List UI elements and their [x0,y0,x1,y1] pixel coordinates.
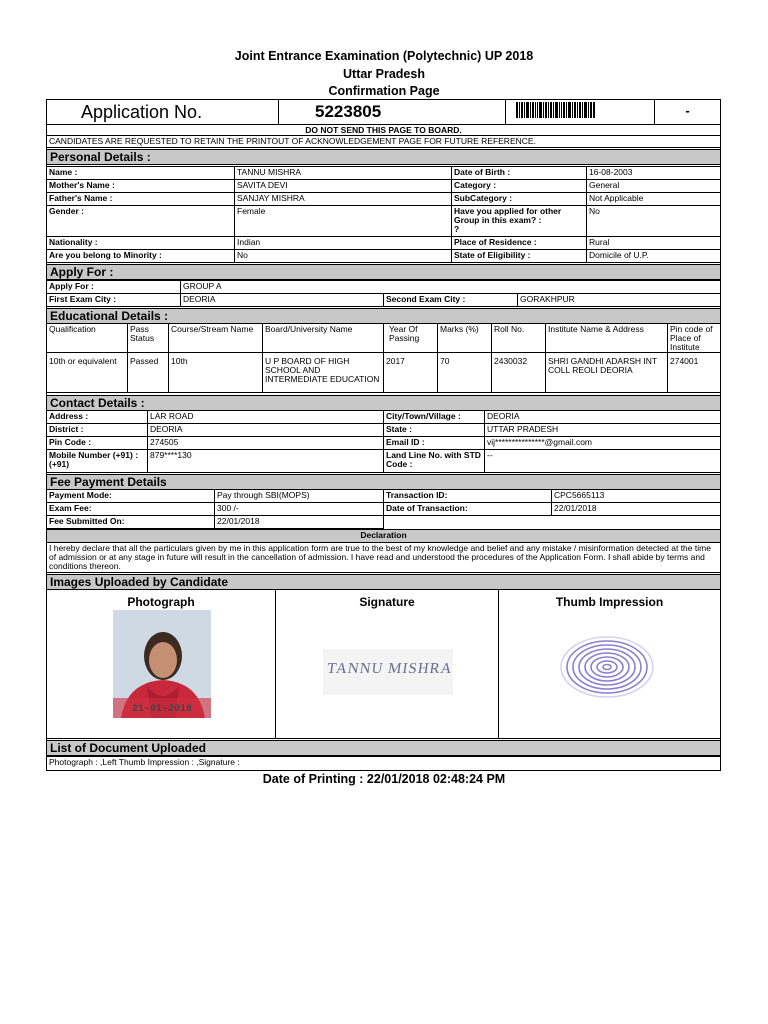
declaration-text: I hereby declare that all the particulars given by me in this application form are true to the best of my knowledge and belief and any mistake / misinformation detected at the time of admission or at any stage in future will result in the cancellation of admission. I have read and understood the procedures of the Application Form. I shall abide by terms and conditions thereon. [46,542,721,573]
gender-value: Female [234,205,452,237]
edu-header-pincode: Pin code of Place of Institute [667,323,721,353]
edu-header-qualification: Qualification [46,323,128,353]
photograph-label: Photograph [127,595,195,609]
gender-label: Gender : [46,205,235,237]
eligibility-label: State of Eligibility : [451,249,587,263]
edu-cell-pincode: 274001 [667,352,721,393]
edu-cell-course: 10th [168,352,263,393]
other-group-value: No [586,205,721,237]
fee-submitted-label: Fee Submitted On: [46,515,215,529]
candidate-photo [113,610,211,718]
edu-header-institute: Institute Name & Address [545,323,668,353]
other-group-question: Have you applied for other Group in this exam? : [454,206,562,225]
transaction-date-value: 22/01/2018 [551,502,721,516]
landline-label: Land Line No. with STD Code : [383,449,485,473]
edu-cell-roll: 2430032 [491,352,546,393]
contact-heading: Contact Details : [47,395,720,411]
edu-cell-year: 2017 [383,352,438,393]
fee-submitted-value: 22/01/2018 [214,515,384,529]
eligibility-value: Domicile of U.P. [586,249,721,263]
page-title: Confirmation Page [328,84,440,98]
district-value: DEORIA [147,423,384,437]
district-label: District : [46,423,148,437]
signature-image [323,649,453,695]
apply-for-label: Apply For : [46,280,181,294]
application-number: 5223805 [278,99,506,125]
edu-header-course: Course/Stream Name [168,323,263,353]
fee-heading: Fee Payment Details [47,474,720,490]
barcode-cell [505,99,655,125]
barcode-icon [516,102,596,118]
payment-mode-value: Pay through SBI(MOPS) [214,489,384,503]
images-heading: Images Uploaded by Candidate [47,574,720,590]
city-label: City/Town/Village : [383,410,485,424]
personal-details-heading: Personal Details : [47,149,720,165]
date-of-printing: Date of Printing : 22/01/2018 02:48:24 PM [262,772,506,786]
pin-code-value: 274505 [147,436,384,450]
dob-label: Date of Birth : [451,166,587,180]
edu-header-year: Year Of Passing [383,323,438,353]
do-not-send-notice: DO NOT SEND THIS PAGE TO BOARD. [46,124,721,136]
state-title: Uttar Pradesh [343,67,425,81]
edu-cell-board: U P BOARD OF HIGH SCHOOL AND INTERMEDIATE EDUCATION [262,352,384,393]
mobile-value: 879****130 [147,449,384,473]
nationality-value: Indian [234,236,452,250]
nationality-label: Nationality : [46,236,235,250]
dob-value: 16-08-2003 [586,166,721,180]
first-city-value: DEORIA [180,293,384,307]
pin-code-label: Pin Code : [46,436,148,450]
transaction-id-label: Transaction ID: [383,489,552,503]
fingerprint-icon [555,627,663,709]
residence-label: Place of Residence : [451,236,587,250]
address-value: LAR ROAD [147,410,384,424]
mother-name-label: Mother's Name : [46,179,235,193]
application-suffix: - [654,99,721,125]
residence-value: Rural [586,236,721,250]
mobile-label: Mobile Number (+91) : (+91) [46,449,148,473]
category-label: Category : [451,179,587,193]
other-group-question-mark: ? [454,224,460,234]
application-label: Application No. [46,99,279,125]
retain-notice: CANDIDATES ARE REQUESTED TO RETAIN THE PRINTOUT OF ACKNOWLEDGEMENT PAGE FOR FUTURE REFERENCE. [46,135,721,148]
thumb-impression-label: Thumb Impression [555,595,664,609]
second-city-value: GORAKHPUR [517,293,721,307]
other-group-label [451,205,587,237]
declaration-heading: Declaration [46,529,721,543]
documents-heading: List of Document Uploaded [47,740,720,756]
edu-cell-marks: 70 [437,352,492,393]
email-value: vij***************@gmail.com [484,436,721,450]
state-label: State : [383,423,485,437]
name-value: TANNU MISHRA [234,166,452,180]
edu-header-roll: Roll No. [491,323,546,353]
apply-for-value: GROUP A [180,280,721,294]
photo-date-stamp: 21-01-2018 [131,704,192,715]
signature-scrawl: TANNU MISHRA [325,661,454,677]
candidate-photo-icon [113,610,211,718]
edu-header-marks: Marks (%) [437,323,492,353]
minority-label: Are you belong to Minority : [46,249,235,263]
edu-cell-institute: SHRI GANDHI ADARSH INT COLL REOLI DEORIA [545,352,668,393]
address-label: Address : [46,410,148,424]
exam-title: Joint Entrance Examination (Polytechnic) UP 2018 [234,49,534,63]
payment-mode-label: Payment Mode: [46,489,215,503]
state-value: UTTAR PRADESH [484,423,721,437]
mother-name-value: SAVITA DEVI [234,179,452,193]
apply-for-heading: Apply For : [47,264,720,280]
first-city-label: First Exam City : [46,293,181,307]
exam-fee-value: 300 /- [214,502,384,516]
subcategory-label: SubCategory : [451,192,587,206]
thumb-impression-image [555,627,663,709]
category-value: General [586,179,721,193]
subcategory-value: Not Applicable [586,192,721,206]
edu-cell-qualification: 10th or equivalent [46,352,128,393]
minority-value: No [234,249,452,263]
father-name-value: SANJAY MISHRA [234,192,452,206]
father-name-label: Father's Name : [46,192,235,206]
transaction-date-label: Date of Transaction: [383,502,552,516]
second-city-label: Second Exam City : [383,293,518,307]
landline-value: -- [484,449,721,473]
email-label: Email ID : [383,436,485,450]
name-label: Name : [46,166,235,180]
signature-label: Signature [359,595,415,609]
education-heading: Educational Details : [47,308,720,324]
transaction-id-value: CPC5665113 [551,489,721,503]
city-value: DEORIA [484,410,721,424]
edu-header-board: Board/University Name [262,323,384,353]
edu-header-pass-status: Pass Status [127,323,169,353]
exam-fee-label: Exam Fee: [46,502,215,516]
documents-list: Photograph : ,Left Thumb Impression : ,Signature : [46,756,721,771]
edu-cell-pass-status: Passed [127,352,169,393]
